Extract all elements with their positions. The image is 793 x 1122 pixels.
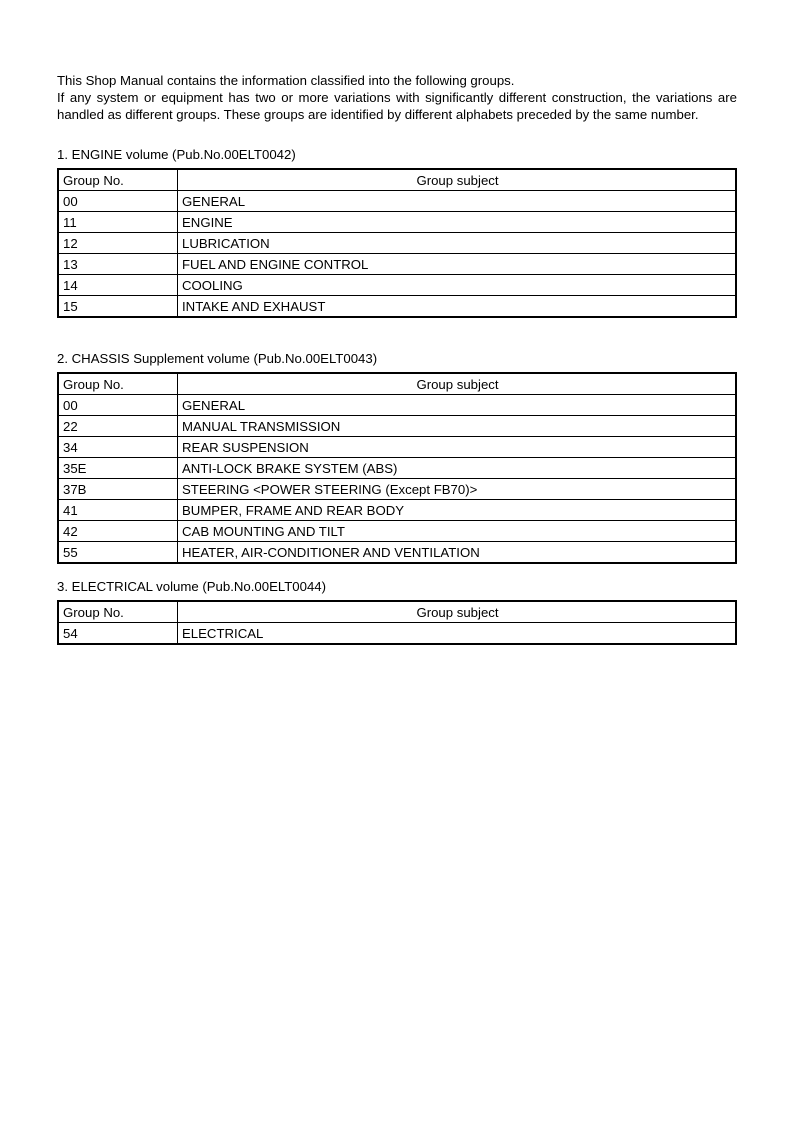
group-subject-cell: FUEL AND ENGINE CONTROL [178,254,737,275]
column-header-group-no: Group No. [58,373,178,395]
table-row [58,623,736,645]
intro-paragraph-2: If any system or equipment has two or more variations with significantly different construction, the variations are handled as different groups. These groups are identified by different alphabets preceded by the same number. [57,90,737,122]
group-no-cell: 41 [58,500,178,521]
group-subject-cell: HEATER, AIR-CONDITIONER AND VENTILATION [178,542,737,564]
group-subject-cell: INTAKE AND EXHAUST [178,296,737,318]
group-subject-cell: GENERAL [178,191,737,212]
group-no-cell: 55 [58,542,178,564]
group-subject-cell: LUBRICATION [178,233,737,254]
table-header-row [58,373,736,395]
table-row [58,275,736,296]
group-subject-cell: MANUAL TRANSMISSION [178,416,737,437]
table-row [58,395,736,416]
table-row [58,458,736,479]
column-header-group-subject: Group subject [178,601,737,623]
group-no-cell: 11 [58,212,178,233]
electrical-group-table [57,600,737,645]
section-engine-volume [57,146,737,318]
table-row [58,542,736,564]
table-row [58,437,736,458]
group-no-cell: 54 [58,623,178,645]
group-no-cell: 14 [58,275,178,296]
group-no-cell: 00 [58,395,178,416]
group-no-cell: 00 [58,191,178,212]
group-no-cell: 15 [58,296,178,318]
group-no-cell: 42 [58,521,178,542]
table-row [58,416,736,437]
group-subject-cell: STEERING <POWER STEERING (Except FB70)> [178,479,737,500]
table-row [58,254,736,275]
table-row [58,521,736,542]
engine-group-table [57,168,737,318]
section-title-chassis: 2. CHASSIS Supplement volume (Pub.No.00ELT0043) [57,351,378,366]
column-header-group-no: Group No. [58,169,178,191]
group-no-cell: 12 [58,233,178,254]
group-subject-cell: ANTI-LOCK BRAKE SYSTEM (ABS) [178,458,737,479]
group-no-cell: 13 [58,254,178,275]
group-subject-cell: REAR SUSPENSION [178,437,737,458]
table-row [58,233,736,254]
group-subject-cell: ELECTRICAL [178,623,737,645]
group-subject-cell: COOLING [178,275,737,296]
table-row [58,479,736,500]
table-header-row [58,169,736,191]
column-header-group-subject: Group subject [178,373,737,395]
table-row [58,500,736,521]
section-chassis-supplement-volume [57,350,737,564]
group-no-cell: 22 [58,416,178,437]
table-row [58,191,736,212]
column-header-group-no: Group No. [58,601,178,623]
section-title-engine: 1. ENGINE volume (Pub.No.00ELT0042) [57,147,296,162]
group-subject-cell: GENERAL [178,395,737,416]
column-header-group-subject: Group subject [178,169,737,191]
section-electrical-volume [57,578,737,645]
group-no-cell: 37B [58,479,178,500]
group-no-cell: 35E [58,458,178,479]
section-title-electrical: 3. ELECTRICAL volume (Pub.No.00ELT0044) [57,579,327,594]
page-content [57,72,737,645]
group-subject-cell: CAB MOUNTING AND TILT [178,521,737,542]
intro-line-1: This Shop Manual contains the information classified into the following groups. [57,73,515,88]
group-no-cell: 34 [58,437,178,458]
table-row [58,296,736,318]
table-row [58,212,736,233]
table-header-row [58,601,736,623]
group-subject-cell: ENGINE [178,212,737,233]
chassis-group-table [57,372,737,564]
group-subject-cell: BUMPER, FRAME AND REAR BODY [178,500,737,521]
